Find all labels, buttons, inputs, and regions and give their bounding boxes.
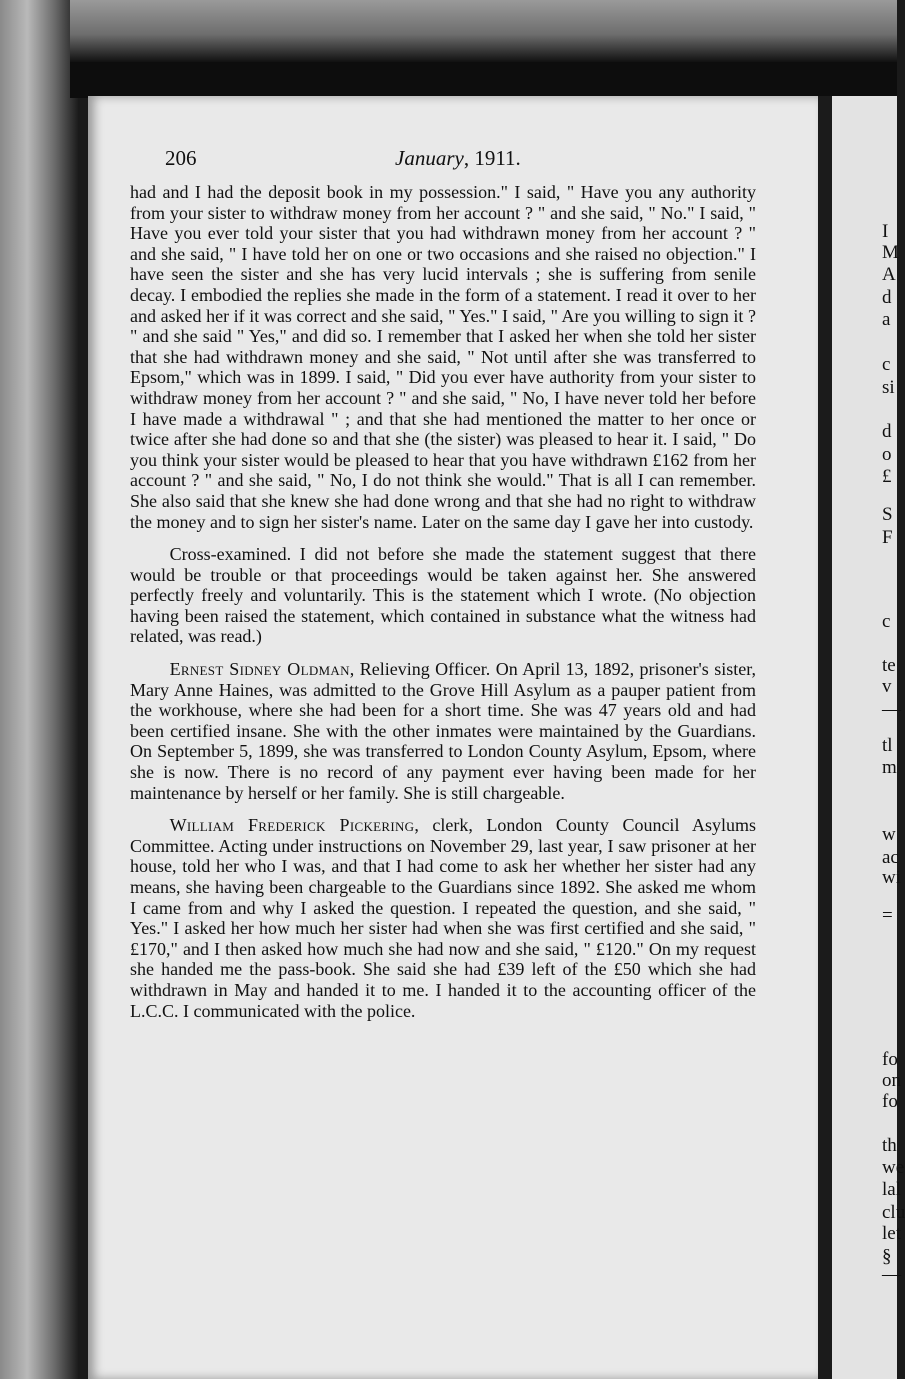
oldman-testimony: , Relieving Officer. On April 13, 1892, prisoner's sister, Mary Anne Haines, was admitted to the Grove Hill Asylum as a pauper patient from the workhouse, where she had been for a short time. She was 47 years old and had been certified insane. She with the other inmates were maintained by the Guardians. On September 5, 1899, she was transferred to London County Asylum, Epsom, where she is now. There is no record of any payment ever having been made for her maintenance by herself or her family. She is still chargeable.: [130, 659, 756, 803]
page-number: 206: [165, 146, 197, 170]
running-title-year: , 1911.: [463, 146, 521, 170]
adjacent-page-fragment: si: [882, 377, 895, 398]
adjacent-page-fragment: te: [882, 655, 896, 676]
adjacent-page-fragment: lal: [882, 1179, 901, 1200]
adjacent-page-fragment: S: [882, 504, 893, 525]
paragraph-pickering: [130, 815, 756, 1021]
page-gutter: [818, 96, 832, 1379]
witness-name-oldman: Ernest Sidney Oldman: [169, 659, 350, 680]
adjacent-page-fragment: A: [882, 264, 896, 285]
adjacent-page: [832, 96, 905, 1379]
adjacent-page-fragment: d: [882, 287, 892, 308]
adjacent-page-fragment: th: [882, 1135, 897, 1156]
adjacent-page-fragment: c: [882, 611, 891, 632]
adjacent-page-fragment: w: [882, 824, 896, 845]
adjacent-page-fragment: —: [882, 699, 901, 720]
adjacent-page-fragment: m: [882, 757, 897, 778]
adjacent-page-fragment: £: [882, 466, 892, 487]
adjacent-page-fragment: tl: [882, 735, 893, 756]
page-body: [130, 182, 756, 1021]
adjacent-page-fragment: v: [882, 676, 892, 697]
adjacent-page-fragment: F: [882, 527, 893, 548]
adjacent-page-fragment: d: [882, 421, 892, 442]
book-spine-edge: [0, 0, 78, 1379]
adjacent-page-fragment: fo: [882, 1049, 898, 1070]
running-header: [165, 146, 565, 172]
adjacent-page-fragment: o: [882, 444, 892, 465]
paragraph-testimony: had and I had the deposit book in my possession." I said, " Have you any authority from your sister to withdraw money from her account ? " and she said, " No." I said, " Have you ever told your sister that you had withdrawn money from her account ? " and she said, " I have told her on one or two occasions and she raised no objection." I have seen the sister and she has very lucid intervals ; she is suffering from senile decay. I embodied the replies she made in the form of a statement. I read it over to her and asked her if it was correct and she said, " Yes." I said, " Are you willing to sign it ? " and she said " Yes," and did so. I remember that I asked her when she told her sister that she had withdrawn money and she said, " Not until after she was transferred to Epsom," which was in 1899. I said, " Did you ever have authority from your sister to withdraw money from her account ? " and she said, " No, I have never told her before I have made a withdrawal " ; and that she had mentioned the matter to her once or twice after she had done so and that she (the sister) was pleased to hear it. I said, " Do you think your sister would be pleased to hear that you have withdrawn £162 from her account ? " and she said, " No, I do not think she would." That is all I can remember. She also said that she knew she had done wrong and that she had no right to withdraw the money and to sign her sister's name. Later on the same day I gave her into custody.: [130, 182, 756, 532]
running-title: [395, 146, 521, 171]
adjacent-page-fragment: ac: [882, 847, 899, 868]
adjacent-page-fragment: §: [882, 1246, 892, 1267]
pickering-testimony: , clerk, London County Council Asylums Committee. Acting under instructions on November 29, last year, I saw prisoner at her house, told her who I was, and that I had come to ask her whether her sister had any means, she having been chargeable to the Guardians since 1892. She asked me whom I came from and why I asked the question. I repeated the question, and she said, " Yes." I asked her how much her sister had when she was first certified and she said, " £170," and I then asked how much she had now and she said, " £120." On my request she handed me the pass-book. She said she had £39 left of the £50 which she had withdrawn in May and handed it to me. I handed it to the accounting officer of the L.C.C. I communicated with the police.: [130, 815, 756, 1021]
paragraph-oldman: [130, 659, 756, 803]
paragraph-cross-examined: Cross-examined. I did not before she made the statement suggest that there would be trouble or that proceedings would be taken against her. She answered perfectly freely and voluntarily. This is the statement which I wrote. (No objection having been raised the statement, which contained in substance what the witness had related, was read.): [130, 544, 756, 647]
witness-name-pickering: William Frederick Pickering: [169, 815, 415, 836]
adjacent-page-fragment: wi: [882, 867, 901, 888]
adjacent-page-fragment: we: [882, 1157, 905, 1178]
adjacent-page-fragment: —: [882, 1264, 901, 1285]
adjacent-page-fragment: c: [882, 354, 891, 375]
running-title-month: January: [395, 146, 464, 170]
adjacent-page-fragment: I: [882, 221, 889, 242]
adjacent-page-fragment: on: [882, 1070, 901, 1091]
adjacent-page-fragment: fo: [882, 1091, 898, 1112]
adjacent-page-fragment: clu: [882, 1202, 905, 1223]
adjacent-page-fragment: M: [882, 242, 899, 263]
scan-top-shadow: [70, 0, 897, 62]
adjacent-page-fragment: =: [882, 905, 893, 926]
adjacent-page-fragment: let: [882, 1223, 901, 1244]
adjacent-page-fragment: a: [882, 309, 891, 330]
